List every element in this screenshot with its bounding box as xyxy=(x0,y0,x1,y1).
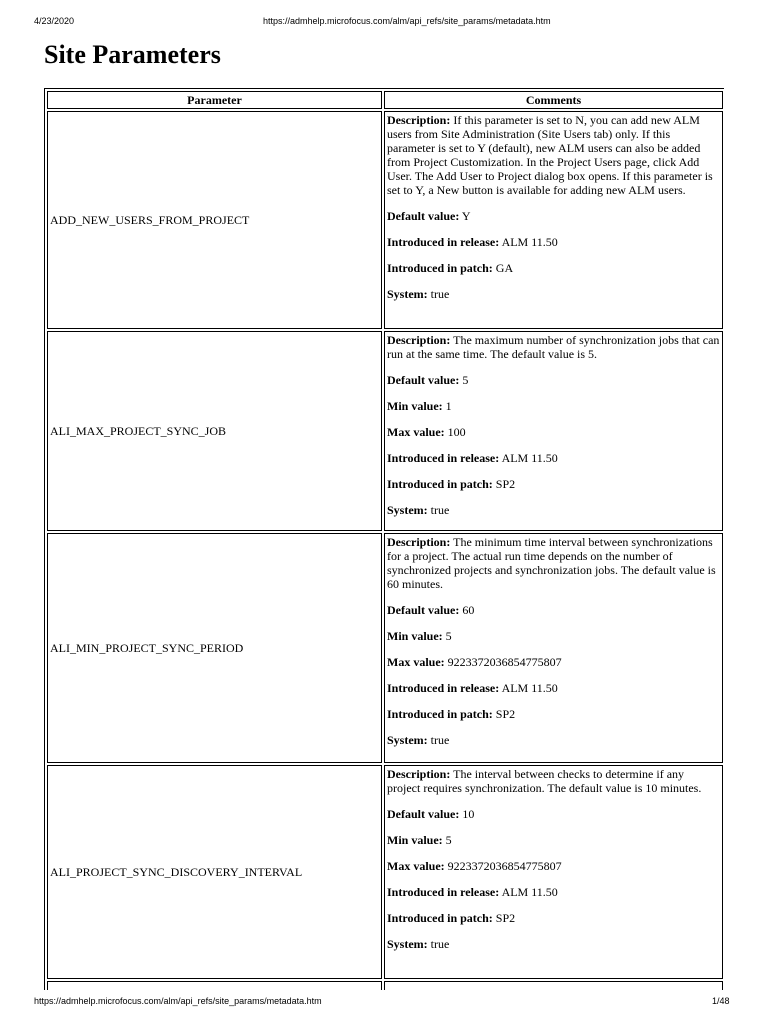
default-value-label: Default value: xyxy=(387,209,460,223)
patch-label: Introduced in patch: xyxy=(387,707,493,721)
introduced-patch xyxy=(387,477,720,491)
default-value-label: Default value: xyxy=(387,373,460,387)
max-value-text: 9223372036854775807 xyxy=(447,859,562,873)
max-value xyxy=(387,859,720,873)
parameter-name: ALI_MAX_PROJECT_SYNC_JOB xyxy=(47,331,382,531)
default-value xyxy=(387,209,720,223)
system-text: true xyxy=(430,733,450,747)
parameter-name: ADD_NEW_USERS_FROM_PROJECT xyxy=(47,111,382,329)
system-flag xyxy=(387,287,720,301)
release-label: Introduced in release: xyxy=(387,681,500,695)
system-flag xyxy=(387,503,720,517)
patch-label: Introduced in patch: xyxy=(387,261,493,275)
description xyxy=(387,767,720,795)
default-value-text: 10 xyxy=(462,807,475,821)
default-value xyxy=(387,807,720,821)
system-flag xyxy=(387,733,720,747)
system-label: System: xyxy=(387,503,428,517)
introduced-patch xyxy=(387,261,720,275)
max-value-label: Max value: xyxy=(387,859,445,873)
description xyxy=(387,333,720,361)
page-number: 1/48 xyxy=(712,996,730,1006)
parameter-comments xyxy=(384,533,723,763)
table-header-row xyxy=(47,91,723,109)
min-value-label: Min value: xyxy=(387,629,443,643)
introduced-patch xyxy=(387,911,720,925)
system-text: true xyxy=(430,503,450,517)
release-text: ALM 11.50 xyxy=(501,451,558,465)
max-value xyxy=(387,425,720,439)
release-text: ALM 11.50 xyxy=(501,235,558,249)
description-text: If this parameter is set to N, you can add new ALM users from Site Administration (Site Users tab) only. If this parameter is set to Y (default), new ALM users can also be added from Project Customization. In the Project Users page, click Add User. The Add User to Project dialog box opens. If this parameter is set to Y, a New button is available for adding new ALM users. xyxy=(387,113,713,197)
table-row xyxy=(47,765,723,979)
default-value xyxy=(387,603,720,617)
description-text: The maximum number of synchronization jobs that can run at the same time. The default value is 5. xyxy=(387,333,720,361)
print-header-url: https://admhelp.microfocus.com/alm/api_refs/site_params/metadata.htm xyxy=(263,16,551,26)
min-value xyxy=(387,629,720,643)
min-value-label: Min value: xyxy=(387,399,443,413)
min-value-text: 5 xyxy=(445,833,452,847)
max-value xyxy=(387,655,720,669)
print-footer xyxy=(0,994,768,1010)
release-label: Introduced in release: xyxy=(387,451,500,465)
table-row xyxy=(47,331,723,531)
page-title: Site Parameters xyxy=(44,40,221,69)
default-value-text: 60 xyxy=(462,603,475,617)
patch-label: Introduced in patch: xyxy=(387,477,493,491)
site-parameters-table-wrapper xyxy=(44,88,724,990)
introduced-release xyxy=(387,681,720,695)
max-value-label: Max value: xyxy=(387,655,445,669)
column-header-comments: Comments xyxy=(384,91,723,109)
column-header-parameter: Parameter xyxy=(47,91,382,109)
min-value xyxy=(387,399,720,413)
system-text: true xyxy=(430,937,450,951)
release-label: Introduced in release: xyxy=(387,235,500,249)
description-label: Description: xyxy=(387,535,451,549)
description xyxy=(387,535,720,591)
print-footer-url: https://admhelp.microfocus.com/alm/api_refs/site_params/metadata.htm xyxy=(34,996,322,1006)
table-row xyxy=(47,111,723,329)
default-value-text: Y xyxy=(461,209,471,223)
max-value-label: Max value: xyxy=(387,425,445,439)
min-value xyxy=(387,833,720,847)
patch-text: SP2 xyxy=(495,477,516,491)
patch-label: Introduced in patch: xyxy=(387,911,493,925)
max-value-text: 100 xyxy=(447,425,466,439)
default-value-label: Default value: xyxy=(387,807,460,821)
print-date: 4/23/2020 xyxy=(34,16,75,26)
introduced-release xyxy=(387,451,720,465)
release-text: ALM 11.50 xyxy=(501,681,558,695)
description-text: The interval between checks to determine if any project requires synchronization. The default value is 10 minutes. xyxy=(387,767,702,795)
parameter-name-cut-off xyxy=(47,981,382,990)
patch-text: SP2 xyxy=(495,911,516,925)
min-value-text: 1 xyxy=(445,399,452,413)
min-value-text: 5 xyxy=(445,629,452,643)
description-text: The minimum time interval between synchronizations for a project. The actual run time depends on the number of synchronized projects and synchronization jobs. The default value is 60 minutes. xyxy=(387,535,716,591)
table-row-continued xyxy=(47,981,723,990)
introduced-release xyxy=(387,235,720,249)
system-label: System: xyxy=(387,937,428,951)
print-header xyxy=(0,14,768,30)
parameter-comments xyxy=(384,765,723,979)
release-label: Introduced in release: xyxy=(387,885,500,899)
description-label: Description: xyxy=(387,113,451,127)
description-label: Description: xyxy=(387,767,451,781)
patch-text: GA xyxy=(495,261,514,275)
patch-text: SP2 xyxy=(495,707,516,721)
release-text: ALM 11.50 xyxy=(501,885,558,899)
default-value-text: 5 xyxy=(462,373,469,387)
default-value xyxy=(387,373,720,387)
site-parameters-table xyxy=(44,88,724,990)
default-value-label: Default value: xyxy=(387,603,460,617)
system-text: true xyxy=(430,287,450,301)
description-label: Description: xyxy=(387,333,451,347)
table-row xyxy=(47,533,723,763)
description xyxy=(387,113,720,197)
system-label: System: xyxy=(387,287,428,301)
max-value-text: 9223372036854775807 xyxy=(447,655,562,669)
system-label: System: xyxy=(387,733,428,747)
parameter-comments xyxy=(384,331,723,531)
introduced-release xyxy=(387,885,720,899)
system-flag xyxy=(387,937,720,951)
parameter-name: ALI_MIN_PROJECT_SYNC_PERIOD xyxy=(47,533,382,763)
min-value-label: Min value: xyxy=(387,833,443,847)
parameter-comments xyxy=(384,111,723,329)
parameter-name: ALI_PROJECT_SYNC_DISCOVERY_INTERVAL xyxy=(47,765,382,979)
introduced-patch xyxy=(387,707,720,721)
parameter-comments-cut-off xyxy=(384,981,723,990)
